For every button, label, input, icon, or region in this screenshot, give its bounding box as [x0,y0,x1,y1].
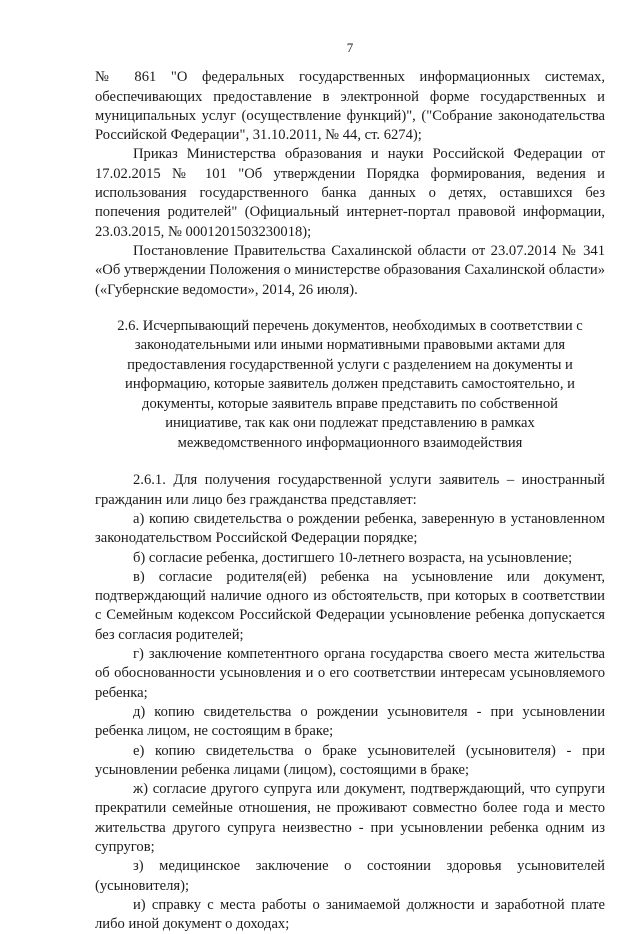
list-item-zh: ж) согласие другого супруга или документ, подтверждающий, что супруги прекратили семейные отношения, не проживают совместно более года и место жительства другого супруга неизвестно - при усыновлении ребенка одним из супругов; [95,781,605,855]
paragraph-federal-systems: № 861 "О федеральных государственных информационных системах, обеспечивающих предоставление в электронной форме государственных и муниципальных услуг (осуществление функций)", ("Собрание законодательства Российской Федерации", 31.10.2011, № 44, ст. 6274); [95,69,605,144]
list-item-v: в) согласие родителя(ей) ребенка на усыновление или документ, подтверждающий наличие одного из обстоятельств, при которых в соответствии с Семейным кодексом Российской Федерации усыновление ребенка допускается без согласия родителей; [95,568,605,643]
list-item-e: е) копию свидетельства о браке усыновителей (усыновителя) - при усыновлении ребенка лицами (лицом), состоящими в браке; [95,742,605,778]
paragraph-ministry-order: Приказ Министерства образования и науки Российской Федерации от 17.02.2015 № 101 "Об утверждении Порядка формирования, ведения и использования государственного банка данных о детях, оставшихся без попечения родителей" (Официальный интернет-портал правовой информации, 23.03.2015, № 0001201503230018); [95,146,605,240]
list-item-g: г) заключение компетентного органа государства своего места жительства об обоснованности усыновления и о его соответствии интересам усыновляемого ребенка; [95,646,605,701]
page-number: 7 [346,40,354,55]
list-item-i: и) справку с места работы о занимаемой должности и заработной плате либо иной документ о доходах; [95,896,605,933]
paragraph-sakhalin-resolution: Постановление Правительства Сахалинской области от 23.07.2014 № 341 «Об утверждении Положения о министерстве образования Сахалинской области» («Губернские ведомости», 2014, 26 июля). [95,242,605,298]
list-item-b: б) согласие ребенка, достигшего 10-летнего возраста, на усыновление; [133,549,573,566]
list-item-d: д) копию свидетельства о рождении усыновителя - при усыновлении ребенка лицом, не состоящим в браке; [95,703,605,740]
section-heading-2-6: 2.6. Исчерпывающий перечень документов, необходимых в соответствии с законодательными или иными нормативными правовыми актами для предоставления государственной услуги с разделением на документы и информацию, которые заявитель должен представить самостоятельно, и документы, которые заявитель вправе представить по собственной инициативе, так как они подлежат представлению в рамках межведомственного информационного взаимодействия [117,317,583,451]
list-item-z: з) медицинское заключение о состоянии здоровья усыновителей (усыновителя); [95,858,605,894]
list-item-a: а) копию свидетельства о рождении ребенка, заверенную в установленном законодательством Российской Федерации порядке; [95,510,605,547]
subsection-intro-2-6-1: 2.6.1. Для получения государственной услуги заявитель – иностранный гражданин или лицо без гражданства представляет: [95,472,605,508]
